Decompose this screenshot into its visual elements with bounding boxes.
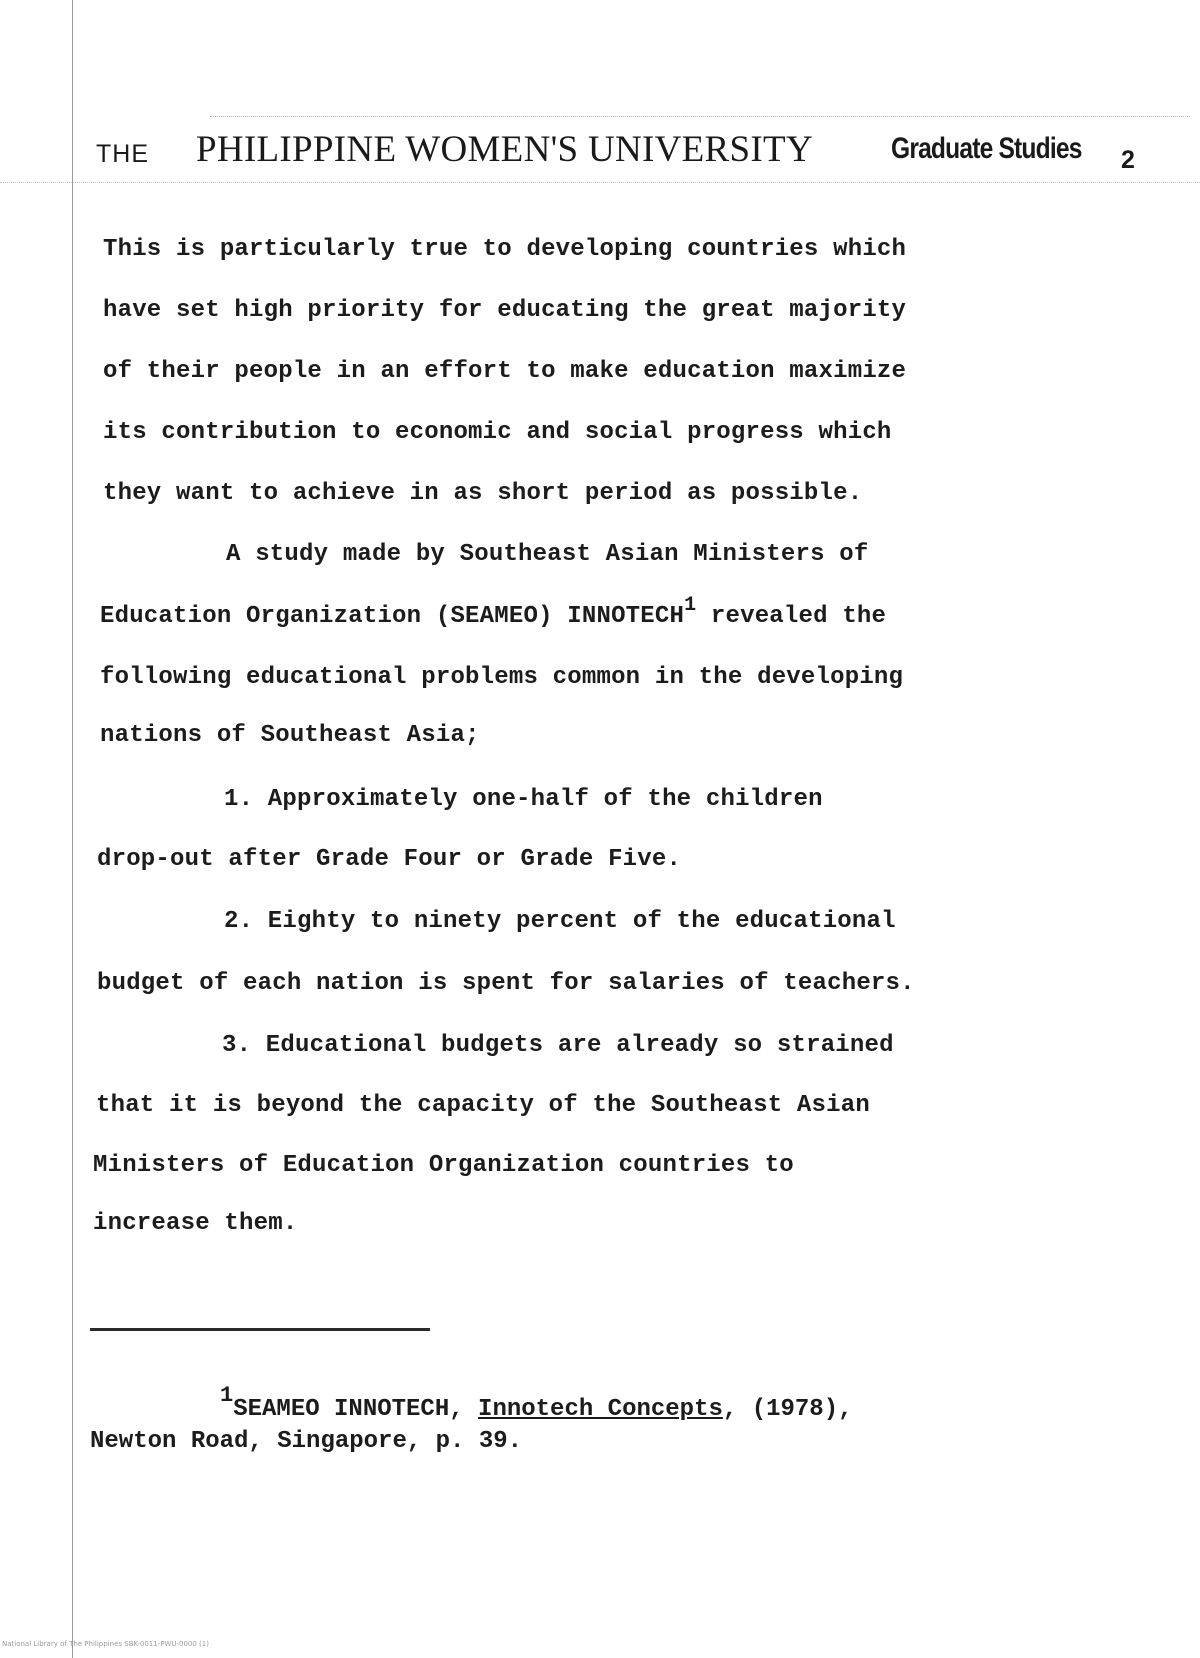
letterhead-the: THE — [96, 140, 149, 168]
letterhead-university: PHILIPPINE WOMEN'S UNIVERSITY — [196, 129, 813, 170]
body-line: that it is beyond the capacity of the Southeast Asian — [96, 1092, 870, 1119]
body-line: nations of Southeast Asia; — [100, 722, 480, 749]
footnote-prefix: SEAMEO INNOTECH, — [233, 1396, 479, 1423]
footnote-suffix: , (1978), — [722, 1396, 853, 1423]
letterhead — [96, 128, 1176, 188]
page-edge-rule — [72, 0, 73, 1658]
footnote-line-2: Newton Road, Singapore, p. 39. — [90, 1428, 523, 1455]
body-line: of their people in an effort to make education maximize — [103, 358, 907, 385]
body-line-text: Education Organization (SEAMEO) INNOTECH — [100, 603, 685, 630]
scan-footer: National Library of The Philippines SBK-0011-PWU-0000 (1) — [2, 1640, 209, 1648]
letterhead-department: Graduate Studies — [891, 132, 1082, 165]
body-line: they want to achieve in as short period as possible. — [103, 480, 863, 507]
list-item-2: 2. Eighty to ninety percent of the educational — [224, 908, 896, 935]
footnote-line-1 — [220, 1383, 853, 1423]
footnote-marker: 1 — [220, 1383, 234, 1408]
footnote-separator — [90, 1328, 430, 1331]
body-line: Ministers of Education Organization countries to — [93, 1152, 794, 1179]
footnote-reference: 1 — [684, 594, 697, 617]
page-number: 2 — [1121, 146, 1135, 174]
body-line: increase them. — [93, 1210, 298, 1237]
footnote-title: Innotech Concepts — [478, 1396, 723, 1423]
top-dotted-rule — [210, 116, 1190, 117]
body-line: its contribution to economic and social progress which — [103, 419, 892, 446]
body-line: following educational problems common in the developing — [100, 664, 904, 691]
body-line: budget of each nation is spent for salaries of teachers. — [97, 970, 915, 997]
list-item-3: 3. Educational budgets are already so strained — [222, 1032, 894, 1059]
body-line: This is particularly true to developing countries which — [103, 236, 907, 263]
body-line-with-footnote — [100, 594, 887, 630]
body-line: drop-out after Grade Four or Grade Five. — [97, 846, 682, 873]
body-line: A study made by Southeast Asian Ministers of — [226, 541, 869, 568]
list-item-1: 1. Approximately one-half of the children — [224, 786, 823, 813]
body-line: have set high priority for educating the great majority — [103, 297, 907, 324]
body-line-tail: revealed the — [696, 603, 887, 630]
